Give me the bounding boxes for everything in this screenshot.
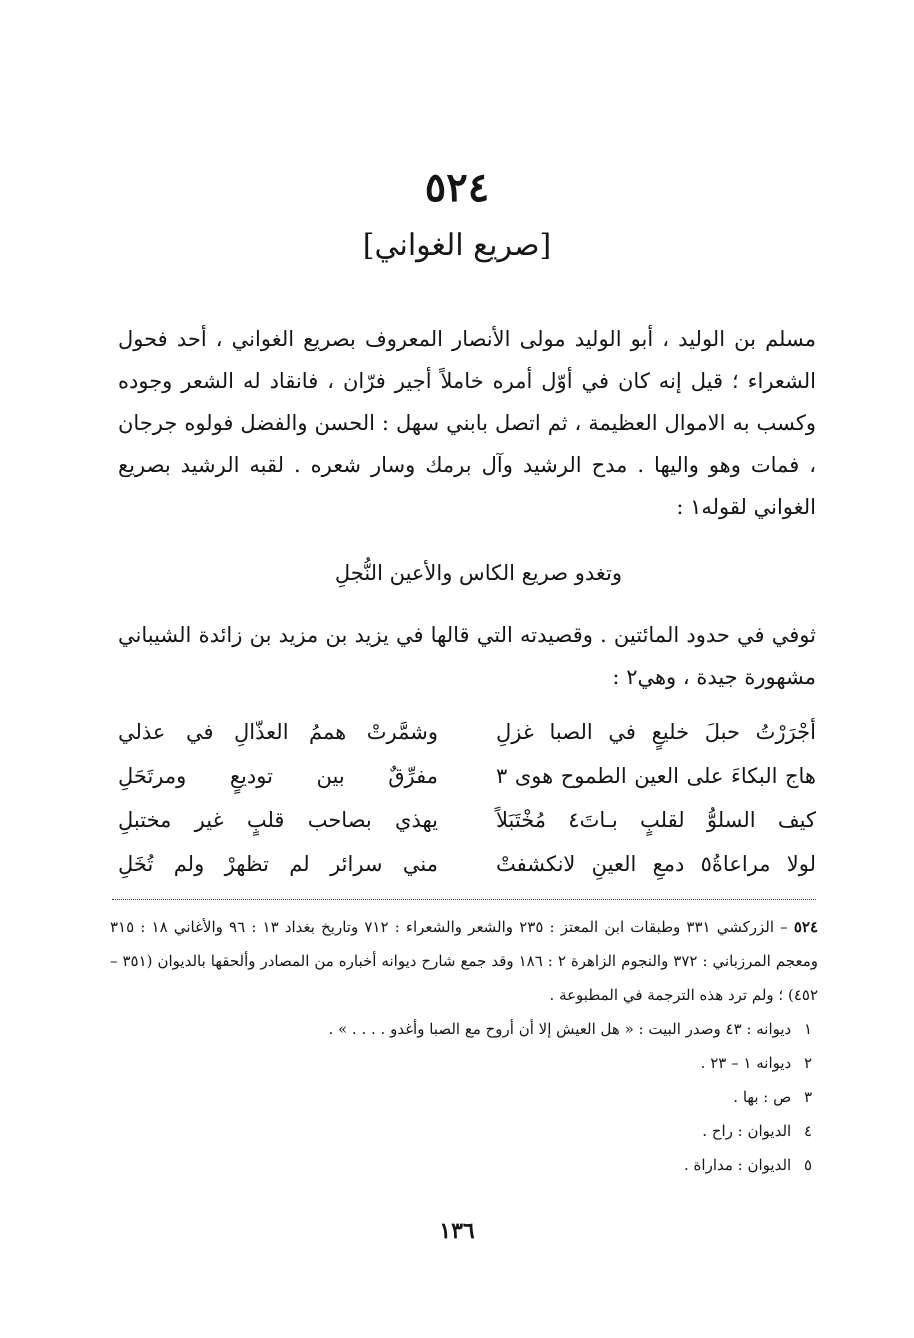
verse-first-hemistich: كيف السلوُّ لقلبٍ بـاتَ٤ مُخْتَبَلاً (496, 808, 816, 832)
biography-paragraph: مسلم بن الوليد ، أبو الوليد مولى الأنصار المعروف بصريع الغواني ، أحد فحول الشعراء ؛ قيل إنه كان في أوّل أمره خاملاً أجير فرّان ، فانقاد له الشعر وجوده وكسب به الاموال العظيمة ، ثم اتصل بابني سهل : الحسن والفضل فولوه جرجان ، فمات وهو واليها . مدح الرشيد وآل برمك وسار شعره . لقبه الرشيد بصريع الغواني لقوله١ : (118, 327, 816, 519)
source-note (110, 910, 818, 1012)
poem-verse (118, 710, 816, 754)
verse-second-hemistich: مني سرائر لم تظهرْ ولم تُخَلِ (118, 852, 438, 876)
verse-second-hemistich: وشمَّرتْ هممُ العذّالِ في عذلي (118, 720, 438, 744)
footnote-separator (112, 899, 816, 900)
entry-number: ٥٢٤ (424, 164, 490, 211)
verse-second-hemistich: مفرِّقٌ بين توديعٍ ومرتَحَلِ (118, 764, 438, 788)
verse-first-hemistich: أجْرَرْتُ حبلَ خليعٍ في الصبا غزلِ (496, 720, 816, 744)
poem-verse (118, 798, 816, 842)
footnote-number: ٢ (803, 1054, 812, 1072)
poem-verse (118, 842, 816, 886)
entry-title: [صريع الغواني] (362, 228, 552, 263)
footnote-text: ديوانه : ٤٣ وصدر البيت : « هل العيش إلا أن أروح مع الصبا وأغدو . . . . » . (328, 1020, 792, 1038)
footnote (110, 1046, 818, 1080)
footnote-text: الديوان : راح . (702, 1122, 792, 1140)
biography-paragraph-2: ثوفي في حدود المائتين . وقصيدته التي قالها في يزيد بن مزيد بن زائدة الشيباني مشهورة جيدة ، وهي٢ : (118, 623, 816, 689)
footnote-text: ديوانه ١ – ٢٣ . (700, 1054, 792, 1072)
page-number: ١٣٦ (439, 1218, 475, 1244)
footnote (110, 1012, 818, 1046)
footnote-number: ٣ (803, 1088, 812, 1106)
source-note-text: – الزركشي ٣٣١ وطبقات ابن المعتز : ٢٣٥ والشعر والشعراء : ٧١٢ وتاريخ بغداد ١٣ : ٩٦ والأغاني ١٨ : ٣١٥ ومعجم المرزباني : ٣٧٢ والنجوم الزاهرة ٢ : ١٨٦ وقد جمع شارح ديوانه أخباره من المصادر وألحقها بالديوان (٣٥١ – ٤٥٢) ؛ ولم ترد هذه الترجمة في المطبوعة . (110, 918, 818, 1004)
footnote (110, 1148, 818, 1182)
quoted-verse: وتغدو صريع الكاس والأعين النُّجلِ (334, 561, 622, 585)
verse-first-hemistich: هاج البكاءَ على العين الطموح هوى ٣ (496, 764, 816, 788)
footnote-text: ص : بها . (733, 1088, 792, 1106)
footnote (110, 1080, 818, 1114)
footnote (110, 1114, 818, 1148)
footnote-text: الديوان : مداراة . (684, 1156, 792, 1174)
footnote-number: ١ (803, 1020, 812, 1038)
footnote-number: ٤ (803, 1122, 812, 1140)
poem (118, 710, 816, 886)
verse-second-hemistich: يهذي بصاحب قلبٍ غير مختبلِ (118, 808, 438, 832)
footnotes-section (110, 910, 818, 1182)
verse-first-hemistich: لولا مراعاةُ٥ دمعِ العينِ لانكشفتْ (496, 852, 817, 876)
source-note-number: ٥٢٤ (793, 918, 819, 936)
footnote-number: ٥ (803, 1156, 812, 1174)
poem-verse (118, 754, 816, 798)
